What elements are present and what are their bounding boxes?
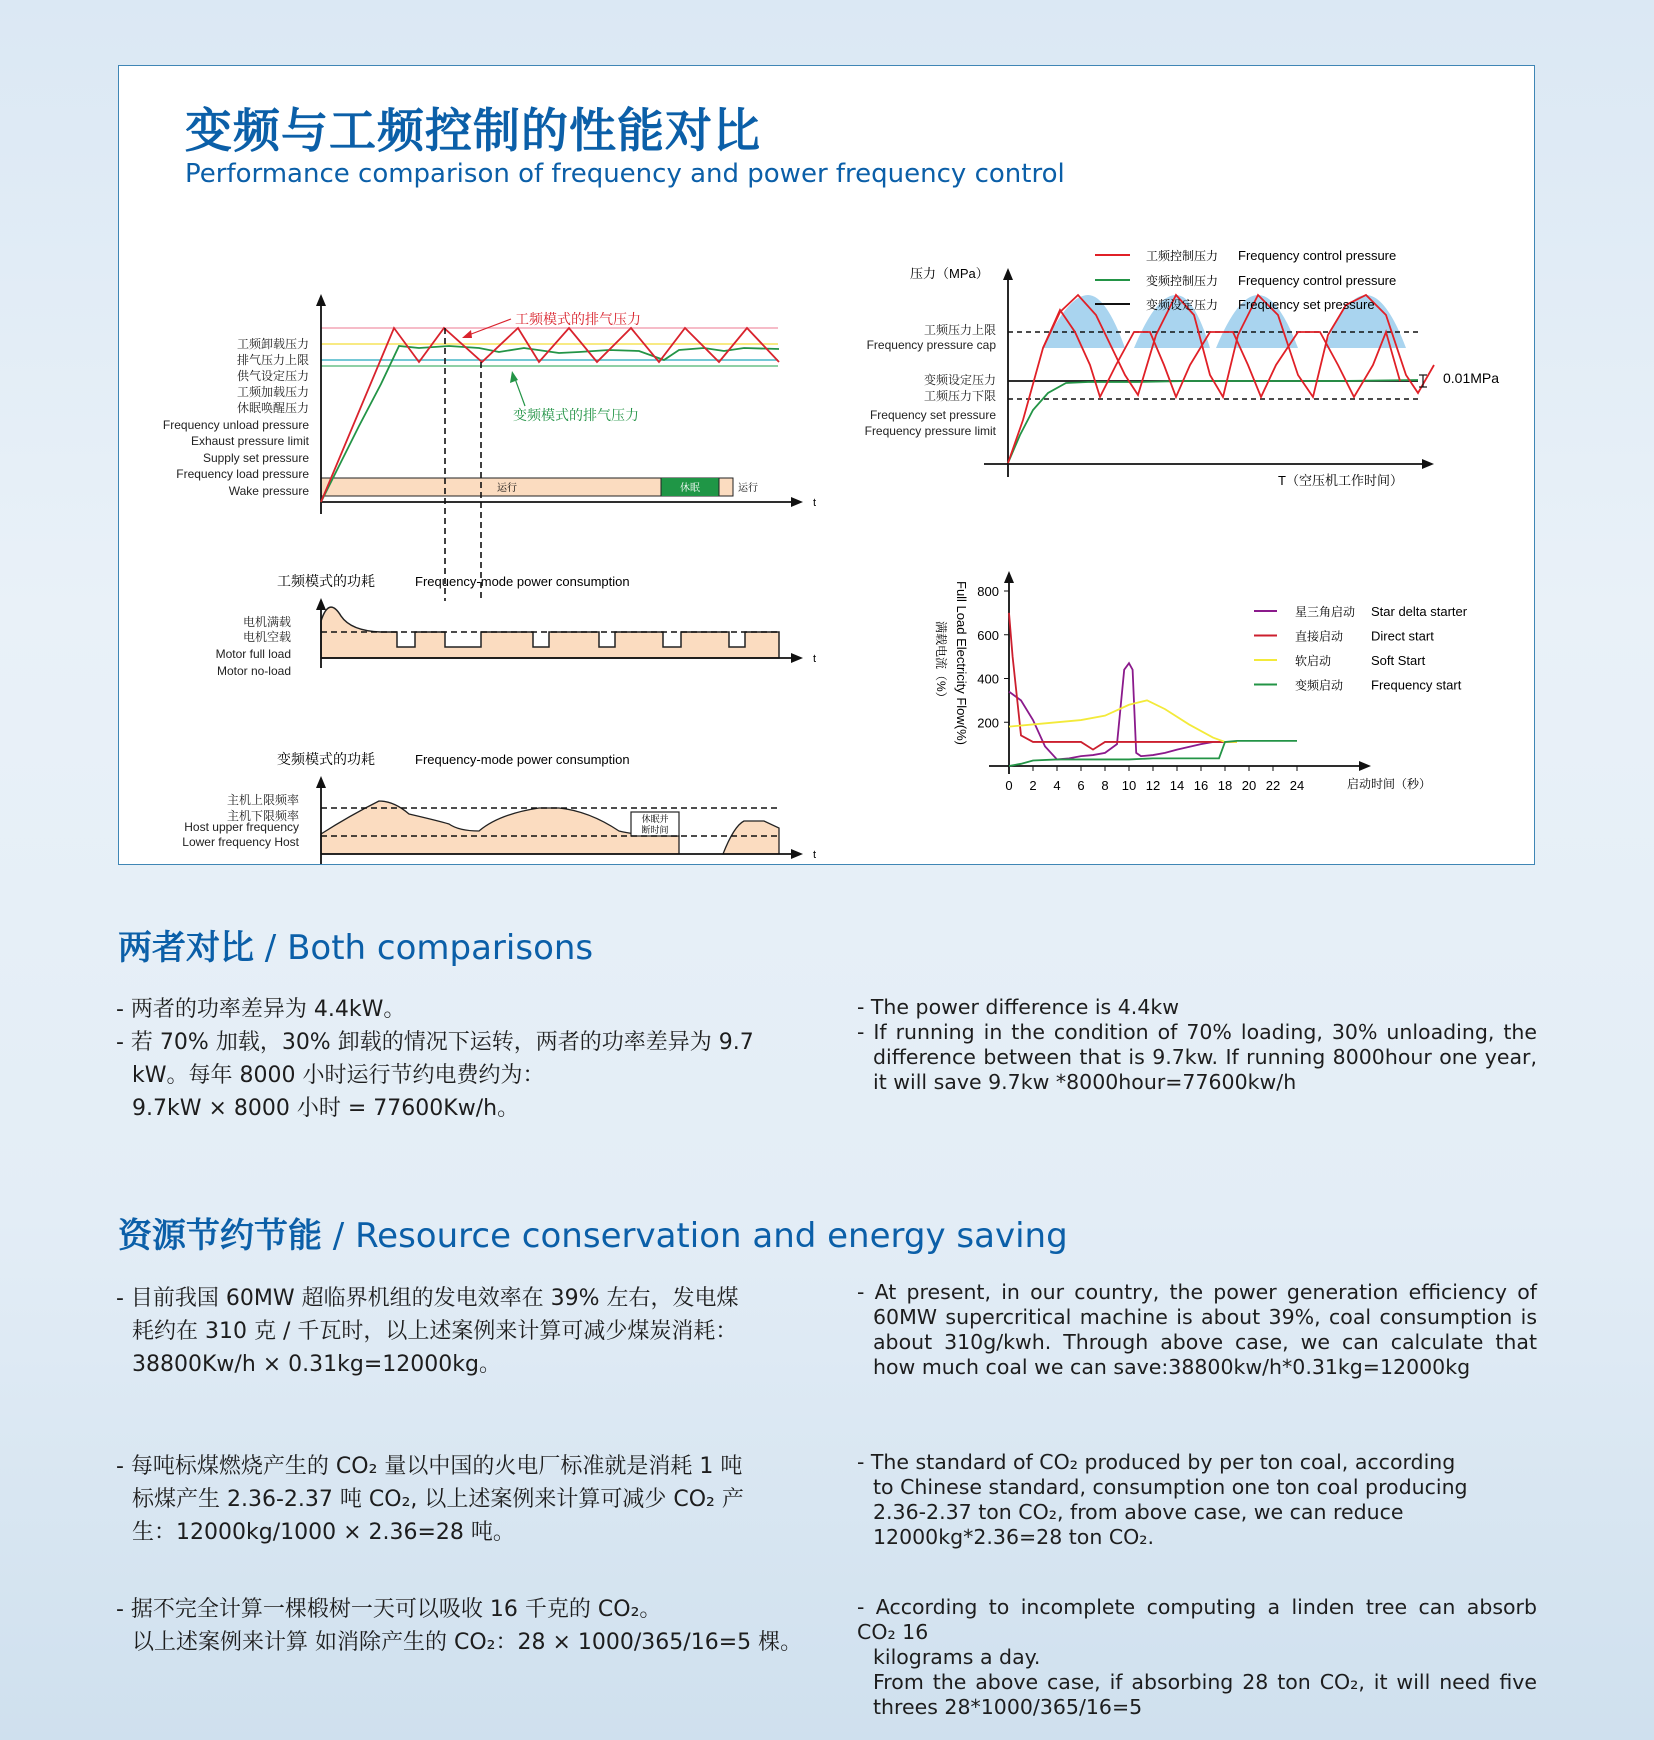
callout-vf: 变频模式的排气压力 — [513, 407, 639, 423]
sleep-label: 休眠 — [680, 483, 700, 494]
series-line-2 — [1009, 700, 1237, 742]
startup-current-chart — [889, 571, 1529, 871]
s2-p3-zh — [116, 1593, 836, 1659]
legend-label-zh-0: 星三角启动 — [1295, 605, 1356, 619]
y-axis-label-en: Full Load Electricity Flow(%) — [954, 581, 969, 745]
d-legend — [1095, 248, 1396, 312]
s1-zh-line-2: kW。每年 8000 小时运行节约电费约为： — [132, 1063, 545, 1088]
run-label-2: 运行 — [738, 483, 758, 494]
box-label-1: 休眠并 — [641, 814, 669, 824]
legend-label-zh-2: 软启动 — [1295, 654, 1332, 668]
s1-en-line-1: - If running in the condition of 70% loading, 30% unloading, the difference between that is 9.7kw. If running 8000hour one year, it will save 9.7kw *8000hour=77600kw/h — [857, 1020, 1537, 1094]
ylabel-b-1: 电机空载 — [242, 630, 291, 644]
legend-label-zh-1: 直接启动 — [1295, 629, 1344, 644]
y-tick-label-0: 200 — [977, 715, 999, 731]
x-tick-label-0: 0 — [1005, 778, 1013, 793]
x-tick-label-11: 22 — [1265, 778, 1281, 793]
ylabel-c-3: Lower frequency Host — [182, 835, 299, 849]
dlabel-0: 工频压力上限 — [923, 323, 996, 337]
diagram-pressure-modes — [163, 294, 816, 601]
diagram-power-consumption — [216, 573, 816, 678]
s2-p2-zh — [116, 1450, 816, 1549]
x-tick-label-2: 4 — [1053, 778, 1061, 793]
s2-p1-zh — [116, 1282, 816, 1381]
s2-p2-zh-1: 标煤产生 2.36-2.37 吨 CO₂, 以上述案例来计算可减少 CO₂ 产 — [132, 1487, 744, 1512]
x-tick-label-6: 12 — [1145, 778, 1161, 793]
x-tick-label-4: 8 — [1101, 778, 1109, 793]
y-tick-label-1: 400 — [977, 671, 999, 687]
dlabel-4: Frequency set pressure — [869, 408, 996, 422]
legend-label-en-1: Direct start — [1371, 628, 1434, 644]
y-tick-label-2: 600 — [977, 627, 999, 643]
title-c-zh: 变频模式的功耗 — [277, 751, 375, 767]
callout-power: 工频模式的排气压力 — [515, 311, 641, 327]
x-tick-label-10: 20 — [1241, 778, 1257, 793]
s2-p3-en — [857, 1595, 1537, 1720]
d-xlabel: T（空压机工作时间） — [1278, 473, 1403, 488]
s1-en-line-0: - The power difference is 4.4kw — [857, 995, 1179, 1019]
ylabel-c-1: 主机下限频率 — [226, 809, 299, 823]
s2-p1-zh-1: 耗约在 310 克 / 千瓦时，以上述案例来计算可减少煤炭消耗： — [132, 1319, 738, 1344]
page-subtitle: Performance comparison of frequency and power frequency control — [185, 159, 1065, 189]
legend-label-en-3: Frequency start — [1371, 677, 1462, 693]
s2-p1-zh-0: - 目前我国 60MW 超临界机组的发电效率在 39% 左右，发电煤 — [116, 1286, 739, 1311]
s2-p2-zh-2: 生：12000kg/1000 × 2.36=28 吨。 — [132, 1520, 515, 1545]
x-tick-label-1: 2 — [1029, 778, 1037, 793]
y-axis-label-zh: 满载电流（%） — [934, 621, 948, 704]
s2-p1-en: - At present, in our country, the power generation efficiency of 60MW supercritical machine is about 39%, coal consumption is about 310g/kwh. Through above case, we can calculate that how much coal we can save:38800kw/h*0.31kg=12000kg — [857, 1280, 1537, 1379]
ylabel-b-3: Motor no-load — [216, 664, 291, 678]
series-line-0 — [1009, 663, 1225, 759]
s2-p1-zh-2: 38800Kw/h × 0.31kg=12000kg。 — [132, 1352, 501, 1377]
legend-d-1-en: Frequency control pressure — [1238, 273, 1397, 288]
ylabel-a-1: 排气压力上限 — [236, 353, 309, 367]
t-label-b: t — [813, 653, 817, 665]
title-c-en: Frequency-mode power consumption — [415, 752, 630, 767]
ylabel-a-2: 供气设定压力 — [236, 369, 309, 383]
legend-d-0-en: Frequency control pressure — [1238, 248, 1397, 263]
ylabel-a-5: Frequency unload pressure — [162, 418, 309, 432]
ylabel-a-4: 休眠唤醒压力 — [236, 401, 309, 415]
s2-p2-en-2: 2.36-2.37 ton CO₂, from above case, we can reduce — [873, 1500, 1404, 1524]
s1-zh-paragraph — [116, 993, 816, 1125]
tolerance-label: 0.01MPa — [1443, 370, 1500, 386]
s2-p3-en-2: From the above case, if absorbing 28 ton CO₂, it will need five threes 28*1000/365/16=5 — [873, 1670, 1537, 1719]
x-tick-label-7: 14 — [1169, 778, 1185, 793]
ylabel-c-2: Host upper frequency — [184, 820, 299, 834]
s1-title-sep: / — [254, 928, 288, 968]
legend-label-en-0: Star delta starter — [1371, 604, 1468, 619]
ylabel-a-6: Exhaust pressure limit — [190, 434, 309, 448]
ylabel-a-7: Supply set pressure — [202, 451, 309, 465]
dlabel-1: Frequency pressure cap — [866, 338, 996, 352]
s2-p3-zh-0: - 据不完全计算一棵椴树一天可以吸收 16 千克的 CO₂。 — [116, 1597, 662, 1622]
s1-title-zh: 两者对比 — [118, 928, 254, 968]
t-label-a: t — [813, 497, 817, 509]
x-axis-arrow — [1359, 761, 1371, 771]
d-ylabel: 压力（MPa） — [910, 266, 989, 281]
ylabel-b-2: Motor full load — [215, 647, 291, 661]
t-label-c: t — [813, 849, 817, 861]
legend-label-zh-3: 变频启动 — [1295, 678, 1344, 693]
section-resource-title — [118, 1208, 1068, 1257]
s2-p3-zh-1: 以上述案例来计算 如消除产生的 CO₂：28 × 1000/365/16=5 棵。 — [132, 1630, 803, 1655]
dlabel-5: Frequency pressure limit — [864, 424, 996, 438]
s2-p2-en-3: 12000kg*2.36=28 ton CO₂. — [873, 1525, 1155, 1549]
page-title: 变频与工频控制的性能对比 — [185, 104, 761, 159]
x-tick-label-5: 10 — [1121, 778, 1137, 793]
box-label-2: 断时间 — [641, 825, 669, 835]
diagram-vf-consumption — [182, 751, 816, 864]
s1-zh-line-1: - 若 70% 加载，30% 卸载的情况下运转，两者的功率差异为 9.7 — [116, 1030, 754, 1055]
x-axis-label: 启动时间（秒） — [1347, 777, 1432, 791]
x-tick-label-9: 18 — [1217, 778, 1233, 793]
y-axis-arrow — [1004, 571, 1014, 583]
pressure-diagram — [838, 235, 1558, 535]
section-both-comparisons-title — [118, 920, 593, 969]
s2-p2-en-0: - The standard of CO₂ produced by per ton coal, according — [857, 1450, 1456, 1474]
ylabel-a-8: Frequency load pressure — [176, 467, 309, 481]
s2-title-sep: / — [322, 1216, 356, 1256]
ylabel-a-9: Wake pressure — [228, 484, 309, 498]
legend-d-0-zh: 工频控制压力 — [1146, 249, 1219, 263]
legend-d-2-zh: 变频设定压力 — [1146, 298, 1219, 312]
dlabel-3: 工频压力下限 — [923, 389, 996, 403]
s2-title-en: Resource conservation and energy saving — [355, 1216, 1068, 1256]
s1-title-en: Both comparisons — [287, 928, 594, 968]
s1-en-paragraph — [857, 995, 1537, 1095]
x-tick-label-8: 16 — [1193, 778, 1209, 793]
x-tick-label-12: 24 — [1289, 778, 1305, 793]
s2-p2-en-1: to Chinese standard, consumption one ton coal producing — [873, 1475, 1468, 1499]
s1-zh-line-0: - 两者的功率差异为 4.4kW。 — [116, 997, 406, 1022]
s2-p3-en-0: - According to incomplete computing a linden tree can absorb CO₂ 16 — [857, 1595, 1537, 1644]
ylabel-a-3: 工频加载压力 — [236, 385, 309, 399]
s2-p2-en — [857, 1450, 1537, 1550]
ylabel-a-0: 工频卸载压力 — [236, 337, 309, 351]
x-tick-label-3: 6 — [1077, 778, 1085, 793]
s2-title-zh: 资源节约节能 — [118, 1216, 322, 1256]
dlabel-2: 变频设定压力 — [923, 373, 996, 387]
legend-d-2-en: Frequency set pressure — [1238, 297, 1375, 312]
legend-d-1-zh: 变频控制压力 — [1146, 274, 1219, 288]
run-label: 运行 — [497, 483, 517, 494]
y-tick-label-3: 800 — [977, 584, 999, 599]
title-b-en: Frequency-mode power consumption — [415, 574, 630, 589]
s2-p2-zh-0: - 每吨标煤燃烧产生的 CO₂ 量以中国的火电厂标准就是消耗 1 吨 — [116, 1454, 743, 1479]
ylabel-b-0: 电机满载 — [242, 615, 291, 629]
left-diagrams — [119, 256, 839, 861]
ylabel-c-0: 主机上限频率 — [226, 793, 299, 807]
s2-p3-en-1: kilograms a day. — [873, 1645, 1041, 1669]
s1-zh-line-3: 9.7kW × 8000 小时 = 77600Kw/h。 — [132, 1096, 520, 1121]
legend-label-en-2: Soft Start — [1371, 653, 1426, 668]
title-b-zh: 工频模式的功耗 — [277, 573, 375, 589]
